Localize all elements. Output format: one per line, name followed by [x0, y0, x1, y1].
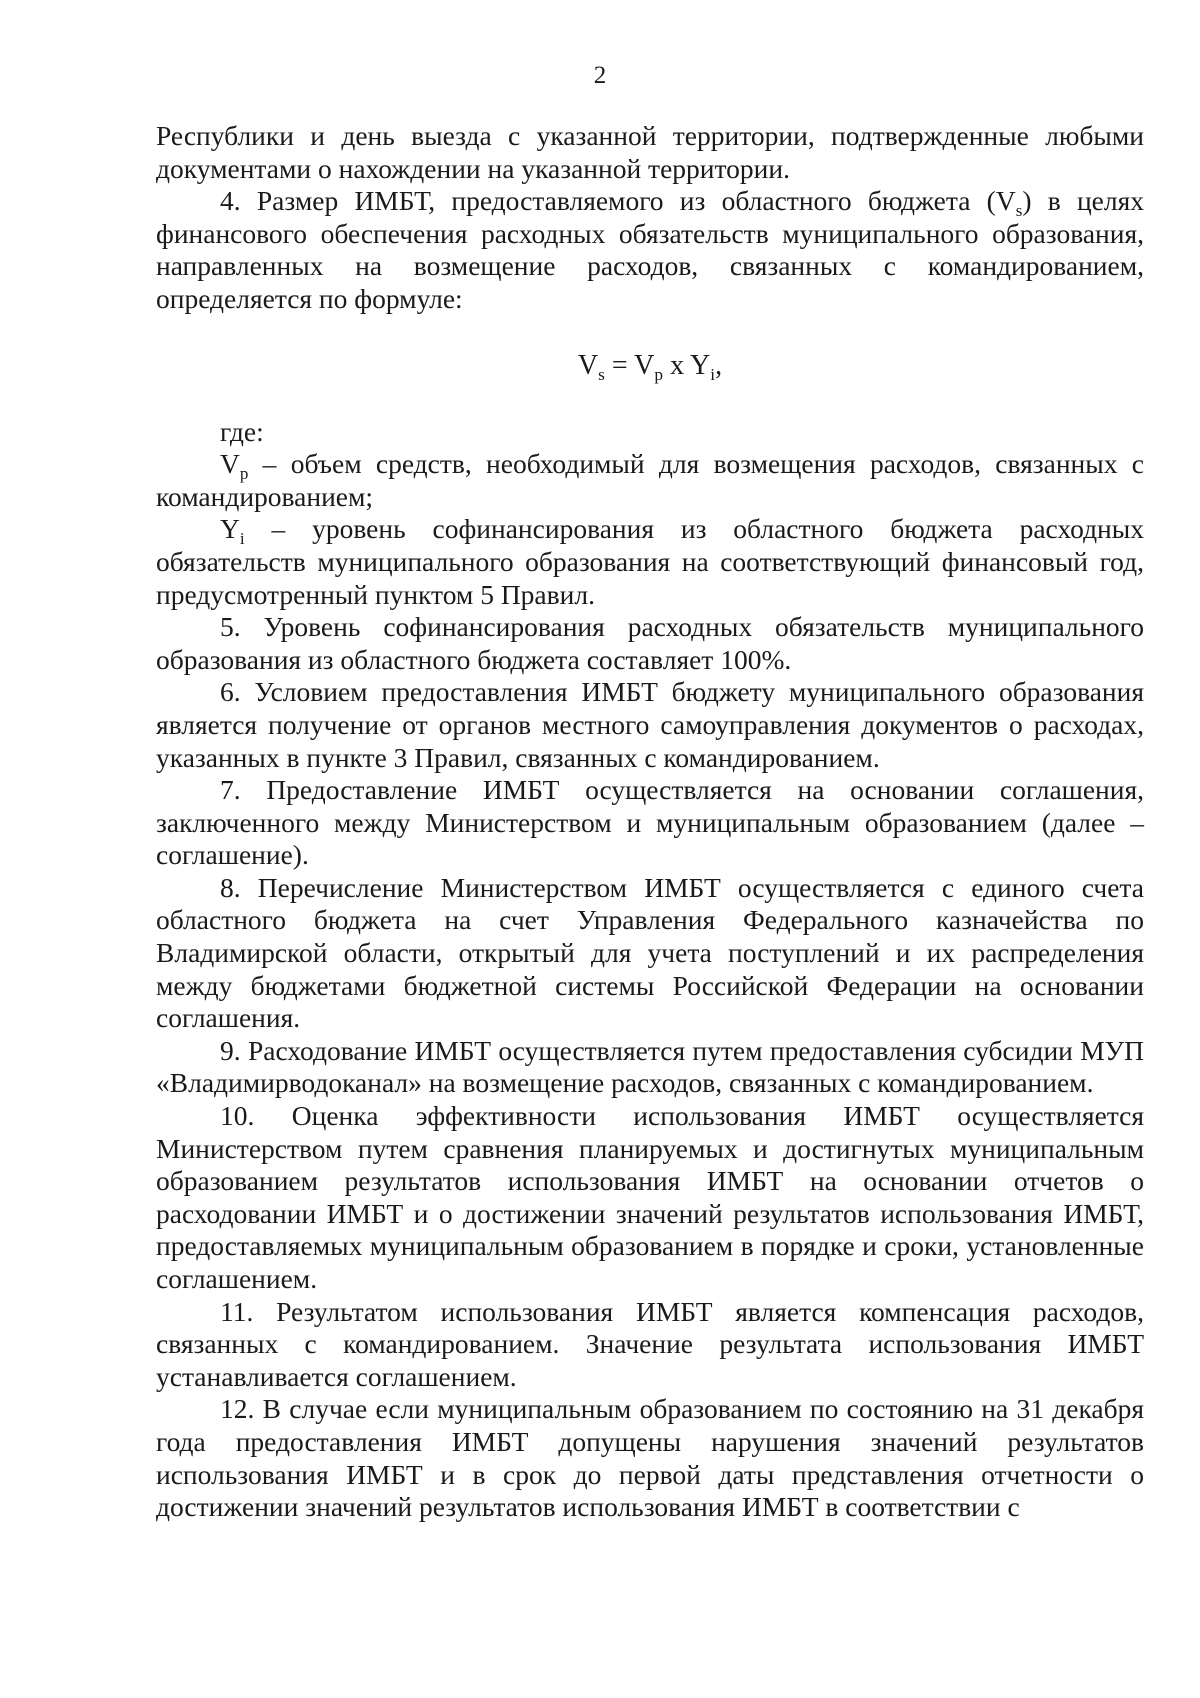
formula-eq: = V — [604, 349, 655, 381]
definition-yi — [156, 513, 1144, 611]
paragraph-4-text-b: ) в целях финансового обеспечения расходных обязательств муниципального образования, направленных на возмещение расходов, связанных с командированием, определяется по формуле: — [156, 185, 1145, 314]
definition-yi-text: – уровень софинансирования из областного бюджета расходных обязательств муниципального образования на соответствующий финансовый год, предусмотренный пунктом 5 Правил. — [156, 513, 1144, 610]
formula-end: , — [715, 349, 723, 381]
paragraph-4 — [156, 185, 1144, 315]
formula-times: x Y — [663, 349, 711, 381]
definition-vp-text: – объем средств, необходимый для возмещения расходов, связанных с командированием; — [156, 448, 1144, 512]
paragraph-9: 9. Расходование ИМБТ осуществляется путем предоставления субсидии МУП «Владимирводоканал» на возмещение расходов, связанных с командированием. — [156, 1034, 1144, 1099]
definition-vp-var: V — [220, 448, 240, 480]
document-body — [156, 120, 1144, 1524]
formula — [156, 336, 1144, 396]
paragraph-11: 11. Результатом использования ИМБТ является компенсация расходов, связанных с командированием. Значение результата использования ИМБТ устанавливается соглашением. — [156, 1295, 1144, 1392]
definition-yi-var: Y — [220, 513, 240, 545]
formula-v: V — [577, 349, 599, 381]
formula-sub-p: p — [654, 364, 664, 384]
page-number: 2 — [593, 62, 607, 89]
paragraph-6: 6. Условием предоставления ИМБТ бюджету муниципального образования является получение от органов местного самоуправления документов о расходах, указанных в пункте 3 Правил, связанных с командированием. — [156, 676, 1144, 773]
formula-sub-s: s — [598, 364, 605, 384]
paragraph-7: 7. Предоставление ИМБТ осуществляется на основании соглашения, заключенного между Министерством и муниципальным образованием (далее – соглашение). — [156, 774, 1144, 871]
definition-yi-sub: i — [239, 529, 245, 549]
paragraph-10: 10. Оценка эффективности использования ИМБТ осуществляется Министерством путем сравнения планируемых и достигнутых муниципальным образованием результатов использования ИМБТ на основании отчетов о расходовании ИМБТ и о достижении значений результатов использования ИМБТ, предоставляемых муниципальным образованием в порядке и сроки, установленные соглашением. — [156, 1100, 1144, 1294]
paragraph-4-subscript: s — [1015, 201, 1023, 221]
paragraph-5: 5. Уровень софинансирования расходных обязательств муниципального образования из областного бюджета составляет 100%. — [156, 611, 1144, 675]
paragraph-continuation: Республики и день выезда с указанной территории, подтвержденные любыми документами о нахождении на указанной территории. — [156, 120, 1144, 184]
definition-vp-sub: p — [239, 464, 249, 484]
definition-vp — [156, 448, 1144, 513]
paragraph-4-text-a: 4. Размер ИМБТ, предоставляемого из областного бюджета (V — [220, 185, 1016, 217]
paragraph-12: 12. В случае если муниципальным образованием по состоянию на 31 декабря года предоставления ИМБТ допущены нарушения значений результатов использования ИМБТ и в срок до первой даты представления отчетности о достижении значений результатов использования ИМБТ в соответствии с — [156, 1393, 1144, 1523]
formula-sub-i: i — [710, 364, 716, 384]
paragraph-8: 8. Перечисление Министерством ИМБТ осуществляется с единого счета областного бюджета на счет Управления Федерального казначейства по Владимирской области, открытый для учета поступлений и их распределения между бюджетами бюджетной системы Российской Федерации на основании соглашения. — [156, 871, 1144, 1034]
where-label: где: — [220, 415, 264, 447]
